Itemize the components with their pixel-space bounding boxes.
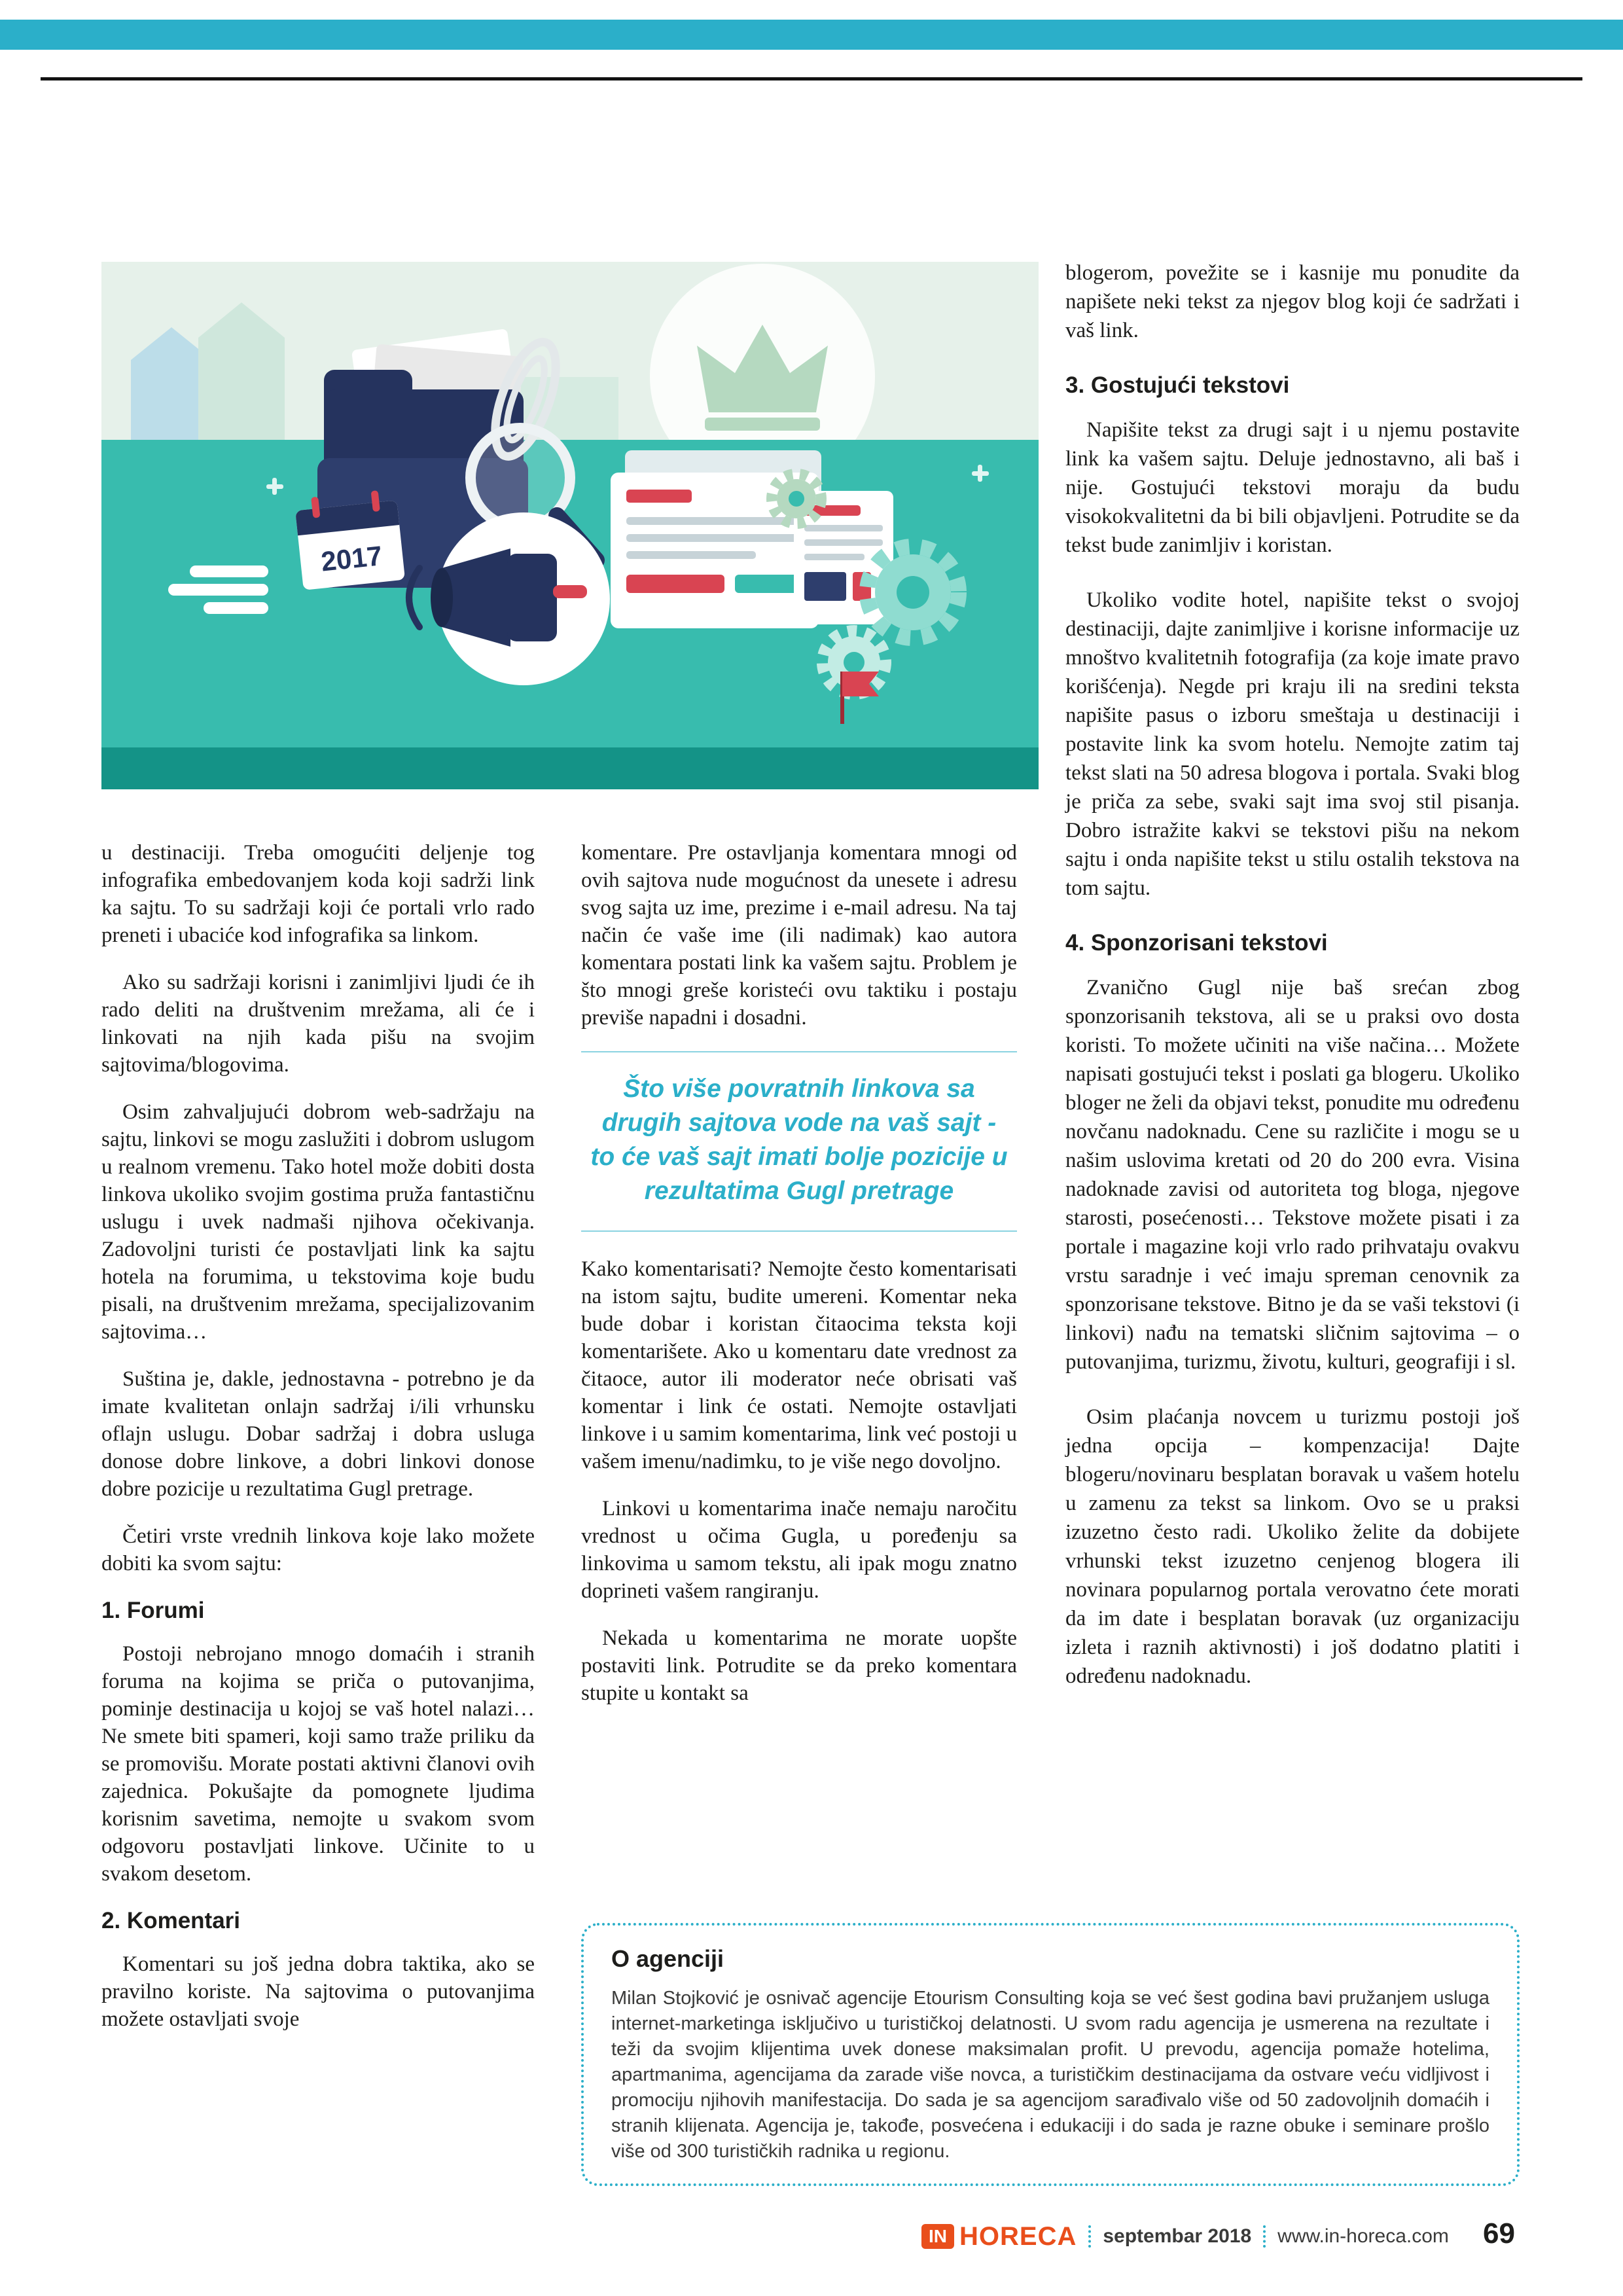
website-url: www.in-horeca.com [1277, 2225, 1449, 2247]
body-paragraph: Zvanično Gugl nije baš srećan zbog sponzorisanih tekstova, ali se u praksi ovo dosta koristi. To možete učiniti na više načina… Možete napisati gostujući tekst i poslati ga blogeru. Ukoliko bloger ne želi da objavi tekst, ponudite mu određenu novčanu nadoknadu. Cene su različite i mogu se u našim uslovima kretati od 20 do 200 evra. Visina nadoknade zavisi od autoriteta tog bloga, njegove starosti, posećenosti… Tekstove možete pisati i za portale i magazine koji vrlo rado prihvataju ovakvu vrstu saradnje i već imaju spreman cenovnik za sponzorisane tekstove. Bitno je da se vaši tekstovi (i linkovi) nađu na tematski sličnim sajtovima – o putovanjima, turizmu, životu, kulturi, geografiji i sl. [1065, 976, 1520, 1374]
body-paragraph: Ako su sadržaji korisni i zanimljivi ljudi će ih rado deliti na društvenim mrežama, ali će i linkovati na njih kada pišu na svojim sajtovima/blogovima. [101, 971, 535, 1077]
heading-komentari: 2. Komentari [101, 1908, 240, 1933]
body-paragraph: Kako komentarisati? Nemojte često komentarisati na istom sajtu, budite umereni. Komentar neka bude dobar i koristan čitaocima teksta koji komentarišete. Ako u komentaru date vrednost za čitaoce, autor ili moderator neće obrisati vaš komentar i link će ostati. Nemojte ostavljati linkove i u samim komentarima, link već postoji u vašem imenu/nadimku, to je više nego dovoljno. [581, 1257, 1017, 1473]
body-paragraph: Suština je, dakle, jednostavna - potrebno je da imate kvalitetan onlajn sadržaj i/ili vrhunsku oflajn uslugu. Dobar sadržaj i dobra usluga donose dobre linkove, a dobri linkovi donose dobre pozicije u rezultatima Gugl pretrage. [101, 1367, 535, 1501]
heading-gostujuci-tekstovi: 3. Gostujući tekstovi [1065, 372, 1290, 398]
body-paragraph: komentare. Pre ostavljanja komentara mnogi od ovih sajtova nude mogućnost da unesete i adresu svog sajta uz ime, prezime i e-mail adresu. Na taj način će vaše ime (ili nadimak) kao autora komentara postati link ka vašem sajtu. Problem je što mnogi greše koristeći ovu taktiku i postaju previše napadni i dosadni. [581, 841, 1017, 1030]
page-number: 69 [1483, 2217, 1515, 2250]
column-middle [581, 839, 1017, 1727]
heading-forumi: 1. Forumi [101, 1598, 205, 1623]
footer-separator [1088, 2225, 1091, 2248]
body-paragraph: Komentari su još jedna dobra taktika, ako se pravilno koriste. Na sajtovima o putovanjima možete ostavljati svoje [101, 1952, 535, 2031]
agency-box-title: O agenciji [611, 1945, 724, 1972]
header-rule [41, 77, 1582, 81]
body-paragraph: Napišite tekst za drugi sajt i u njemu postavite link ka vašem sajtu. Deluje jednostavno, ali baš i nije. Gostujući tekstovi moraju da budu visokokvalitetni da bi bili objavljeni. Potrudite se da tekst bude zanimljiv i koristan. [1065, 418, 1520, 557]
body-paragraph: u destinaciji. Treba omogućiti deljenje tog infografika embedovanjem koda koji sadrži link ka sajtu. To su sadržaji koji će portali vrlo rado preneti i ubaciće kod infografika sa linkom. [101, 841, 535, 947]
top-accent-bar [0, 20, 1623, 50]
calendar-year: 2017 [319, 540, 384, 577]
agency-box-text: Milan Stojković je osnivač agencije Etourism Consulting koja se već šest godina bavi pružanjem usluga internet-marketinga isključivo u turističkoj delatnosti. U svom radu agencija je usmerena na rezultate i teži da svojim klijentima uvek donese maksimalan profit. U prevodu, agencija pomaže hotelima, apartmanima, agencijama da zarade više novca, a turističkim destinacijama da ostvare veću vidljivost i promociju njihovih manifestacija. Do sada je sa agencijom sarađivalo više od 50 zadovoljnih domaćih i stranih klijenata. Agencija je, takođe, posvećena i edukaciji i do sada je razne obuke i seminare prošlo više od 300 turističkih radnika u regionu. [611, 1988, 1489, 2162]
footer-separator [1263, 2225, 1266, 2248]
body-paragraph: blogerom, povežite se i kasnije mu ponudite da napišete neki tekst za njegov blog koji će sadržati i vaš link. [1065, 261, 1520, 342]
footer [921, 2219, 1449, 2254]
body-paragraph: Osim zahvaljujući dobrom web-sadržaju na sajtu, linkovi se mogu zaslužiti i dobrom uslugom u realnom vremenu. Tako hotel može dobiti dosta linkova ukoliko svojim gostima pruža fantastičnu uslugu i uvek nadmaši njihova očekivanja. Zadovoljni turisti će postavljati link ka sajtu hotela na forumima, u tekstovima koje budu pisali, na društvenim mrežama, specijalizovanim sajtovima… [101, 1100, 535, 1344]
body-paragraph: Nekada u komentarima ne morate uopšte postaviti link. Potrudite se da preko komentara stupite u kontakt sa [581, 1626, 1017, 1705]
body-paragraph: Linkovi u komentarima inače nemaju naročitu vrednost u očima Gugla, u poređenju sa linkovima u samom tekstu, ali ipak mogu znatno doprineti vašem rangiranju. [581, 1497, 1017, 1603]
body-paragraph: Postoji nebrojano mnogo domaćih i stranih foruma na kojima se priča o putovanjima, pominje destinacija u kojoj se vaš hotel nalazi… Ne smete biti spameri, koji samo traže priliku da se promovišu. Morate postati aktivni članovi ovih zajednica. Pokušajte da pomognete ljudima korisnim savetima, nemojte u svakom svom odgovoru postavljati linkove. Učinite to u svakom desetom. [101, 1642, 535, 1886]
body-paragraph: Osim plaćanja novcem u turizmu postoji još jedna opcija – kompenzacija! Dajte blogeru/novinaru besplatan boravak u vašem hotelu u zamenu za tekst sa linkom. Ovo se u praksi izuzetno često radi. Ukoliko želite da dobijete vrhunski tekst izuzetno cenjenog blogera ili novinara popularnog portala verovatno ćete morati da im date i besplatan boravak (uz organizaciju izleta i raznih aktivnosti) i još dodatno platiti i određenu nadoknadu. [1065, 1405, 1520, 1688]
body-paragraph: Četiri vrste vrednih linkova koje lako možete dobiti ka svom sajtu: [101, 1524, 535, 1575]
column-right [1065, 259, 1520, 1717]
heading-sponzorisani-tekstovi: 4. Sponzorisani tekstovi [1065, 930, 1328, 956]
agency-info-box [581, 1923, 1520, 2186]
in-horeca-logo-text: HORECA [959, 2221, 1077, 2251]
column-left [101, 839, 535, 2053]
hero-illustration [101, 262, 1039, 789]
body-paragraph: Ukoliko vodite hotel, napišite tekst o svojoj destinaciji, dajte zanimljive i korisne informacije uz mnoštvo kvalitetnih fotografija (za koje imate pravo korišćenja). Negde pri kraju ili na sredini teksta napišite pasus o izboru smeštaja u destinaciji i postavite link ka svom hotelu. Nemojte zatim taj tekst slati na 50 adresa blogova i portala. Svaki blog je priča za sebe, svaki sajt ima svoj stil pisanja. Dobro istražite kakvi se tekstovi pišu na nekom sajtu i onda napišite tekst u stilu ostalih tekstova na tom sajtu. [1065, 588, 1520, 900]
in-horeca-logo-badge: IN [921, 2224, 954, 2249]
pull-quote: Što više povratnih linkova sa drugih sajtova vode na vaš sajt - to će vaš sajt imati bolje pozicije u rezultatima Gugl pretrage [581, 1051, 1017, 1232]
issue-date: septembar 2018 [1103, 2225, 1252, 2247]
